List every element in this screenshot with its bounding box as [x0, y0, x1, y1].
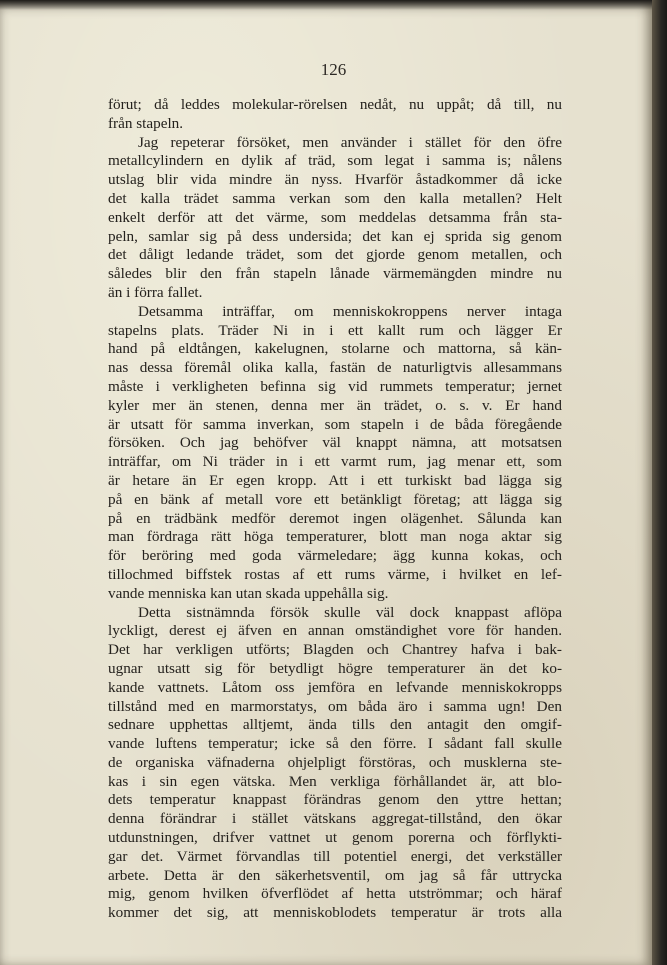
page-edge	[652, 0, 667, 965]
text-line: tillochmed biffstek rostas af ett rums värme, i hvilket en lef-	[108, 565, 562, 583]
text-line: på en trädbänk medför deremot ingen olägenhet. Sålunda kan	[108, 509, 562, 527]
text-line: förut; då leddes molekular-rörelsen nedåt, nu uppåt; då till, nu	[108, 96, 562, 113]
text-line: är hetare än Er egen kropp. Att i ett turkiskt bad lägga sig	[108, 471, 562, 489]
text-line: inträffar, om Ni träder in i ett varmt rum, jag menar ett, som	[108, 453, 562, 471]
text-line: enkelt derför att det värme, som meddelas detsamma från sta-	[108, 208, 562, 226]
text-line: således blir den från stapeln lånade värmemängden mindre nu	[108, 265, 562, 283]
text-line: från stapeln.	[108, 114, 184, 132]
text-line: vande menniska kan utan skada uppehålla sig.	[108, 584, 389, 602]
text-line: kyler mer än stenen, denna mer än trädet, o. s. v. Er hand	[108, 396, 562, 414]
text-line: måste i verkligheten befinna sig vid rummets temperatur; jernet	[108, 377, 562, 395]
text-line: det kalla trädet samma verkan som den kalla metallen? Helt	[108, 189, 562, 207]
text-line: tillstånd med en marmorstatys, om båda äro i samma ugn! Den	[108, 697, 562, 715]
text-line: för beröring med goda värmeledare; ägg kunna kokas, och	[108, 547, 562, 565]
text-line: arbete. Detta är den säkerhetsventil, om jag så får uttrycka	[108, 866, 562, 884]
top-shadow	[0, 0, 667, 10]
text-line: metallcylindern en dylik af träd, som legat i samma is; nålens	[108, 152, 562, 170]
text-line: försöken. Och jag behöfver väl knappt nämna, att motsatsen	[108, 434, 562, 452]
text-line: stapelns plats. Träder Ni in i ett kallt rum och lägger Er	[108, 321, 562, 339]
text-line: Det har verkligen utförts; Blagden och Chantrey hafva i bak-	[108, 641, 562, 659]
text-line: vande luftens temperatur; icke så den förre. I sådant fall skulle	[108, 735, 562, 753]
text-line: dets temperatur knappast förändras genom den yttre hettan;	[108, 791, 562, 809]
body-text	[108, 96, 562, 923]
text-line: nas dessa föremål olika kalla, fastän de naturligtvis allesammans	[108, 359, 562, 377]
text-line: hand på eldtången, kakelugnen, stolarne och mattorna, så kän-	[108, 340, 562, 358]
text-line: utslag blir vida mindre än nyss. Hvarför åstadkommer då icke	[108, 171, 562, 189]
text-line: Jag repeterar försöket, men använder i stället för den öfre	[138, 133, 562, 151]
text-line: mig, genom hvilken öfverflödet af hetta utströmmar; och häraf	[108, 885, 562, 903]
text-line: peln, samlar sig på dess undersida; det kan ej sprida sig genom	[108, 227, 562, 245]
text-line: ugnar utsatt sig för betydligt högre temperaturer än det ko-	[108, 659, 562, 677]
text-line: lyckligt, derest ej äfven en annan omständighet vore för handen.	[108, 622, 562, 640]
text-line: de organiska väfnaderna ohjelpligt förstöras, och musklerna ste-	[108, 753, 562, 771]
text-line: denna förändrar i stället vätskans aggregat-tillstånd, den ökar	[108, 810, 562, 828]
text-line: Detta sistnämnda försök skulle väl dock knappast aflöpa	[138, 603, 562, 621]
text-line: kommer det sig, att menniskoblodets temperatur är trots alla	[108, 904, 562, 922]
text-line: än i förra fallet.	[108, 283, 203, 301]
page-number: 126	[320, 60, 347, 79]
text-line: Detsamma inträffar, om menniskokroppens nerver intaga	[138, 302, 562, 320]
text-line: det dåligt ledande trädet, som det gjorde genom metallen, och	[108, 246, 562, 264]
text-line: sednare upphettas alltjemt, ända tills den antagit den omgif-	[108, 716, 562, 734]
text-line: man fördraga rätt höga temperaturer, blott man noga aktar sig	[108, 528, 562, 546]
text-line: utdunstningen, drifver vattnet ut genom porerna och förflykti-	[108, 829, 562, 847]
text-line: på en bänk af metall vore ett betänkligt företag; att lägga sig	[108, 490, 562, 508]
text-line: kas i sin egen vätska. Men verkliga förhållandet är, att blo-	[108, 772, 562, 790]
text-line: kande vattnets. Låtom oss jemföra en lefvande menniskokropps	[108, 678, 562, 696]
text-line: gar det. Värmet förvandlas till potentiel energi, det verkställer	[108, 847, 562, 865]
text-line: är utsatt för samma inverkan, som stapeln i de båda föregående	[108, 415, 562, 433]
